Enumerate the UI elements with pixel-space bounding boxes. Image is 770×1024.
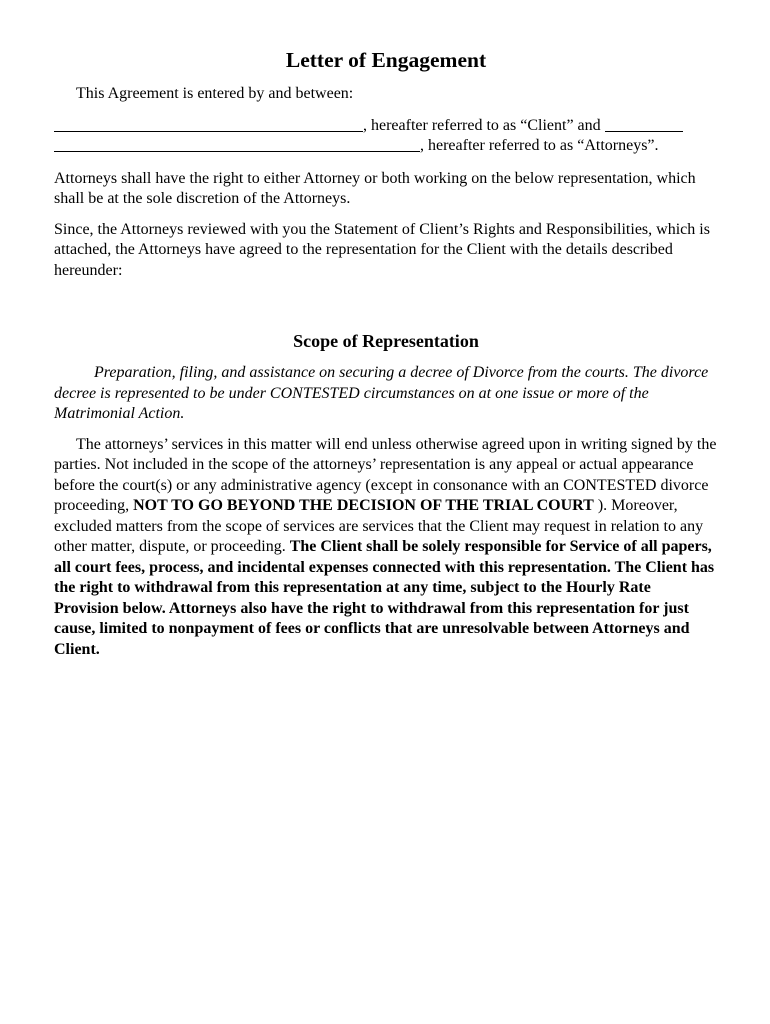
intro-text: This Agreement is entered by and between: [76,85,354,102]
services-bold-2: The Client shall be solely responsible for Service of all papers, all court fees, process, and incidental expenses connected with this representation. The Client has the right to withdrawal from this representation at any time, subject to the Hourly Rate Provision below. Attorneys also have the right to withdrawal from this representation for just cause, limited to nonpayment of fees or conflicts that are unresolvable between Attorneys and Client. [54,538,715,658]
services-paragraph [54,435,718,661]
services-bold-1: NOT TO GO BEYOND THE DECISION OF THE TRIAL COURT [133,497,594,514]
client-name-blank[interactable] [54,117,363,132]
attorneys-party-text: , hereafter referred to as “Attorneys”. [420,137,659,154]
client-party-line [54,116,718,137]
services-text-1: The attorneys’ services in this matter will end unless otherwise agreed upon in writing signed by the parties. Not included in the scope of the attorneys’ representation is any appeal or actual appearance before the court(s) or any administrative agency (except in consonance with an CONTESTED divorce proceeding, [54,435,717,514]
client-extra-blank[interactable] [605,117,683,132]
document-title: Letter of Engagement [285,48,487,72]
client-party-text: , hereafter referred to as “Client” and [363,116,601,134]
attorneys-party-line [54,136,718,157]
attorneys-right-paragraph: Attorneys shall have the right to either Attorney or both working on the below representation, which shall be at the sole discretion of the Attorneys. [54,169,696,207]
services-text-2: ). Moreover, excluded matters from the scope of services are services that the Client may request in relation to any other matter, dispute, or proceeding. [54,497,704,555]
scope-heading: Scope of Representation [293,331,479,351]
since-paragraph: Since, the Attorneys reviewed with you the Statement of Client’s Rights and Responsibilities, which is attached, the Attorneys have agreed to the representation for the Client with the details described hereunder: [54,220,710,279]
attorneys-name-blank[interactable] [54,137,420,152]
scope-italic-paragraph: Preparation, filing, and assistance on securing a decree of Divorce from the courts. The divorce decree is represented to be under CONTESTED circumstances on at one issue or more of the Matrimonial Action. [54,364,709,422]
